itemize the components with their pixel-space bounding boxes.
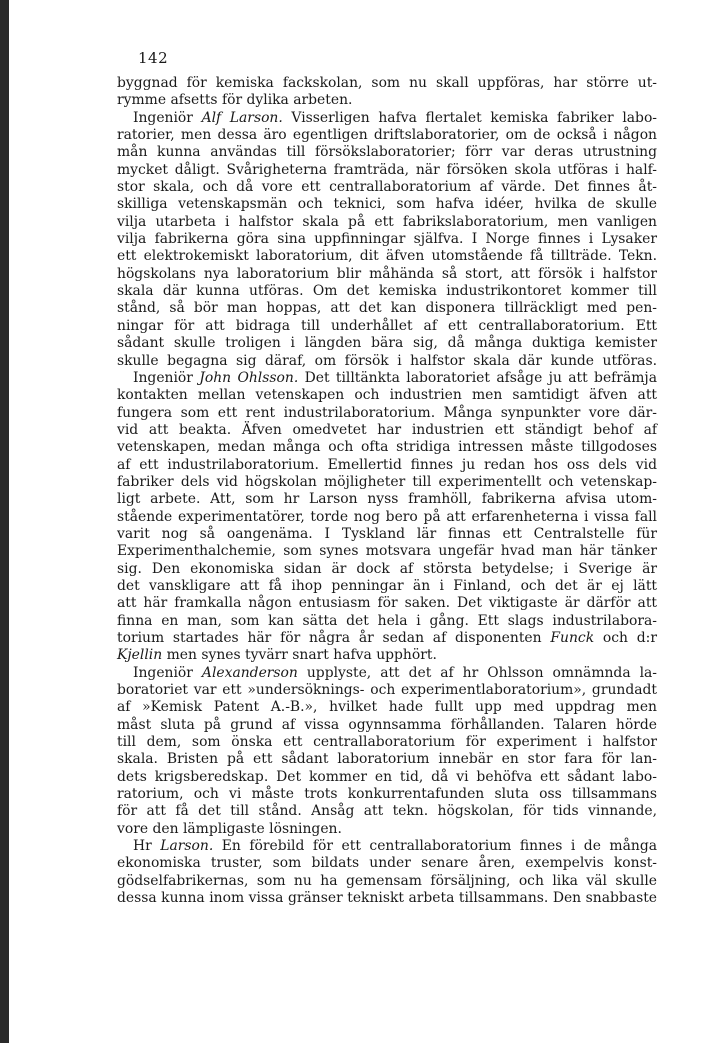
text-line [117, 457, 657, 474]
text-line [117, 162, 657, 179]
speaker-name: Funck [550, 630, 595, 646]
text-run: varit nog så oangenäma. I Tyskland lär finnas ett Centralstelle für [117, 525, 657, 542]
text-line [117, 509, 657, 526]
text-run: byggnad för kemiska fackskolan, som nu skall uppföras, har större ut- [117, 75, 657, 91]
text-line [117, 196, 657, 213]
text-line [117, 665, 657, 682]
text-run: högskolans nya laboratorium blir måhända så stort, att försök i halfstor [117, 265, 657, 282]
text-run: ligt arbete. Att, som hr Larson nyss framhöll, fabrikerna afvisa utom- [117, 491, 657, 508]
speaker-name: Alf Larson. [201, 109, 283, 126]
text-line [117, 838, 657, 855]
text-line [117, 300, 657, 317]
text-run: En förebild för ett centrallaboratorium finnes i de många [213, 838, 657, 855]
text-run: det vanskligare att få ihop penningar än i Finland, och det är ej lätt [117, 577, 657, 594]
text-run: kontakten mellan vetenskapen och industrien men samtidigt äfven att [117, 387, 657, 404]
text-line [117, 751, 657, 768]
text-line [117, 491, 657, 508]
text-run: vetenskapen, medan många och ofta stridiga intressen måste tillgodoses [117, 439, 657, 456]
body-text [117, 75, 657, 908]
text-run: mycket dåligt. Svårigheterna framträda, när försöken skola utföras i half- [117, 161, 657, 178]
text-line [117, 613, 657, 630]
text-run: skulle begagna sig däraf, om försök i halfstor skala där kunde utföras. [117, 352, 657, 369]
speaker-name: Kjellin [117, 647, 163, 664]
text-line [117, 543, 657, 560]
text-line [117, 734, 657, 751]
speaker-name: John Ohlsson. [199, 369, 299, 386]
text-run: Det tilltänkta laboratoriet afsåge ju att befrämja [298, 369, 657, 386]
text-line [117, 144, 657, 161]
text-run: stor skala, och då vore ett centrallaboratorium af värde. Det finnes åt- [117, 179, 657, 196]
text-run: rymme afsetts för dylika arbeten. [117, 92, 353, 109]
text-run: dets krigsberedskap. Det kommer en tid, då vi behöfva ett sådant labo- [117, 768, 657, 785]
text-line [117, 474, 657, 491]
text-run: af »Kemisk Patent A.-B.», hvilket hade fullt upp med uppdrag men [117, 699, 657, 716]
text-line [117, 699, 657, 716]
text-run: och d:r [594, 630, 657, 646]
speaker-name: Alexanderson [201, 664, 298, 681]
text-run: ratorium, och vi måste trots konkurrentafunden sluta oss tillsammans [117, 786, 657, 803]
text-line [117, 786, 657, 803]
text-line [117, 873, 657, 890]
text-line [117, 717, 657, 734]
text-run: mån kunna användas till försökslaboratorier; förr var deras utrustning [117, 144, 657, 161]
text-line [117, 405, 657, 422]
text-line [117, 387, 657, 404]
text-line [117, 526, 657, 543]
text-run: torium startades här för några år sedan af disponenten [117, 630, 551, 646]
text-run: Ingeniör [133, 369, 200, 386]
text-run: Visserligen hafva flertalet kemiska fabriker labo- [282, 109, 657, 126]
text-line [117, 769, 657, 786]
text-line [117, 422, 657, 439]
text-line [117, 630, 657, 647]
text-line [117, 283, 657, 300]
text-line [117, 890, 657, 907]
text-line [117, 110, 657, 127]
text-line [117, 578, 657, 595]
text-run: ekonomiska truster, som bildats under senare åren, exempelvis konst- [117, 855, 657, 872]
text-run: dessa kunna inom vissa gränser tekniskt arbeta tillsammans. Den snabbaste [117, 890, 657, 907]
text-run: ett elektrokemiskt laboratorium, dit äfven utomstående få tillträde. Tekn. [117, 248, 657, 265]
text-run: af ett industrilaboratorium. Emellertid finnes ju redan hos oss dels vid [117, 456, 657, 473]
text-line [117, 821, 657, 838]
text-line [117, 231, 657, 248]
text-run: sådant skulle troligen i längden bära sig, då många duktiga kemister [117, 335, 657, 352]
text-line [117, 855, 657, 872]
text-run: finna en man, som kan sätta det hela i gång. Ett slags industrilabora- [117, 612, 657, 629]
text-run: vid att beakta. Äfven omedvetet har industrien ett ständigt behof af [117, 421, 657, 438]
page-number: 142 [138, 49, 169, 67]
text-line [117, 439, 657, 456]
text-run: för att få det till stånd. Ansåg att tekn. högskolan, för tids vinnande, [117, 803, 657, 820]
scan-edge [0, 0, 9, 1043]
text-line [117, 370, 657, 387]
text-line [117, 647, 657, 664]
text-line [117, 214, 657, 231]
text-run: gödselfabrikernas, som nu ha gemensam försäljning, och lika väl skulle [117, 872, 657, 889]
text-line [117, 335, 657, 352]
text-run: vore den lämpligaste lösningen. [117, 820, 342, 837]
text-line [117, 75, 657, 92]
text-run: att här framkalla någon entusiasm för saken. Det viktigaste är därför att [117, 595, 657, 612]
text-line [117, 92, 657, 109]
text-run: Experimenthalchemie, som synes motsvara ungefär hvad man här tänker [117, 543, 657, 560]
text-line [117, 803, 657, 820]
text-line [117, 179, 657, 196]
text-run: Ingeniör [133, 109, 202, 126]
text-line [117, 595, 657, 612]
text-line [117, 353, 657, 370]
speaker-name: Larson. [160, 838, 214, 855]
text-run: ratorier, men dessa äro egentligen driftslaboratorier, om de också i någon [117, 127, 657, 144]
text-run: stående experimentatörer, torde nog bero på att erfarenheterna i vissa fall [117, 508, 657, 525]
text-run: men synes tyvärr snart hafva upphört. [162, 647, 437, 664]
text-run: ningar för att bidraga till underhållet af ett centrallaboratorium. Ett [117, 317, 657, 334]
text-run: skala där kunna utföras. Om det kemiska industrikontoret kommer till [117, 283, 657, 300]
text-run: sig. Den ekonomiska sidan är dock af största betydelse; i Sverige är [117, 560, 657, 577]
text-run: måst sluta på grund af vissa ogynnsamma förhållanden. Talaren hörde [117, 716, 657, 733]
text-line [117, 248, 657, 265]
text-line [117, 561, 657, 578]
text-line [117, 318, 657, 335]
text-run: Ingeniör [133, 664, 202, 681]
text-run: boratoriet var ett »undersöknings- och experimentlaboratorium», grundadt [117, 682, 657, 699]
text-run: till dem, som önska ett centrallaboratorium för experiment i halfstor [117, 734, 657, 751]
text-run: skala. Bristen på ett sådant laboratorium innebär en stor fara för lan- [117, 751, 657, 768]
text-line [117, 127, 657, 144]
text-line [117, 682, 657, 699]
text-run: upplyste, att det af hr Ohlsson omnämnda la- [297, 664, 657, 681]
text-line [117, 266, 657, 283]
text-run: fabriker dels vid högskolan möjligheter till experimentellt och vetenskap- [117, 473, 657, 490]
text-run: skilliga vetenskapsmän och teknici, som hafva idéer, hvilka de skulle [117, 196, 657, 213]
text-run: stånd, så bör man hoppas, att det kan disponera tillräckligt med pen- [117, 300, 657, 317]
text-run: Hr [133, 838, 161, 855]
text-run: fungera som ett rent industrilaboratorium. Många synpunkter vore där- [117, 404, 657, 421]
text-run: vilja utarbeta i halfstor skala på ett fabrikslaboratorium, men vanligen [117, 213, 657, 230]
text-run: vilja fabrikerna göra sina uppfinningar själfva. I Norge finnes i Lysaker [117, 231, 657, 248]
